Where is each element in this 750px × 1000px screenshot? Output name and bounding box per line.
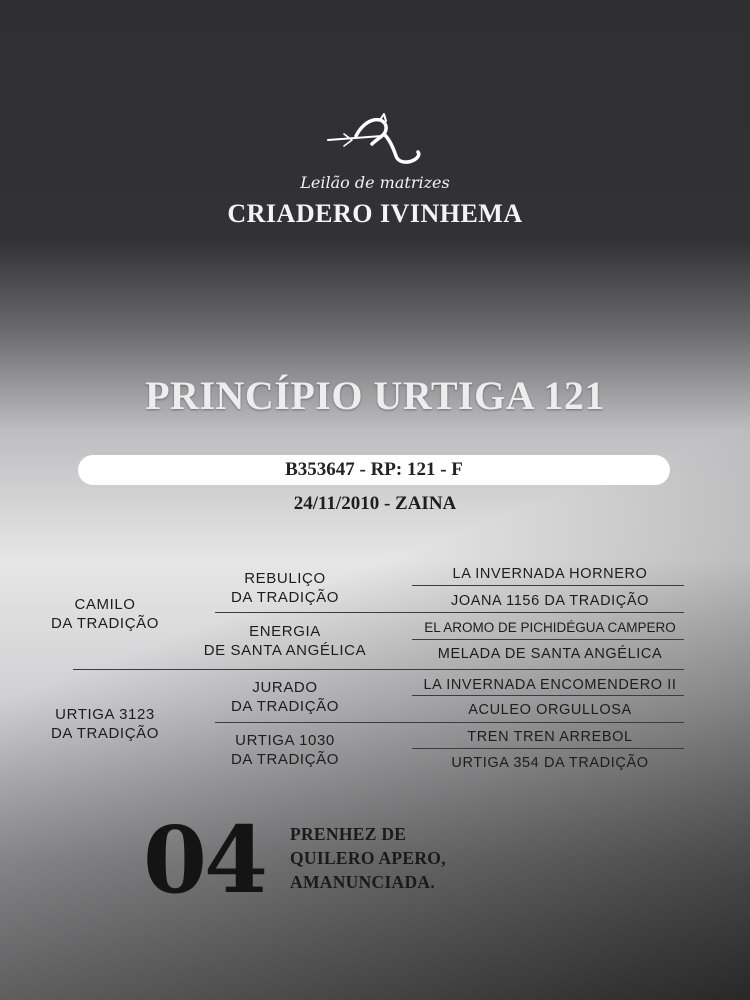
- pedigree-maternal-granddam-line2: DA TRADIÇÃO: [230, 751, 339, 768]
- pedigree-ggd-1: JOANA 1156 DA TRADIÇÃO: [450, 593, 649, 609]
- pedigree-sire: [30, 595, 180, 633]
- pedigree-maternal-granddam-line1: URTIGA 1030: [235, 732, 335, 749]
- horse-head-logo-icon: [322, 110, 426, 170]
- pedigree-ggs-1: LA INVERNADA HORNERO: [452, 566, 648, 582]
- pedigree-paternal-granddam-line1: ENERGIA: [249, 623, 321, 640]
- pedigree-maternal-grandsire-line2: DA TRADIÇÃO: [230, 698, 339, 715]
- pedigree-paternal-granddam-line2: DE SANTA ANGÉLICA: [203, 642, 367, 659]
- pedigree-maternal-grandsire-line1: JURADO: [252, 679, 318, 696]
- pedigree-divider: [215, 722, 684, 723]
- pedigree-paternal-grandsire-line1: REBULIÇO: [244, 570, 326, 587]
- registration-bar: [78, 455, 670, 485]
- pregnancy-line-3: AMANUNCIADA.: [290, 872, 436, 892]
- pregnancy-line-1: PRENHEZ DE: [290, 824, 407, 844]
- pedigree-paternal-grandsire: [180, 569, 390, 607]
- pedigree-divider: [73, 669, 684, 670]
- pedigree-sire-line1: CAMILO: [74, 596, 136, 613]
- pedigree-ggs-2: EL AROMO DE PICHIDÉGUA CAMPERO: [424, 620, 676, 635]
- pedigree-divider: [412, 585, 684, 586]
- breeder-name: CRIADERO IVINHEMA: [227, 199, 523, 228]
- pedigree-ggd-4: URTIGA 354 DA TRADIÇÃO: [451, 755, 649, 771]
- pedigree-divider: [215, 612, 684, 613]
- pedigree-maternal-granddam: [180, 731, 390, 769]
- auction-subtitle: Leilão de matrizes: [300, 173, 450, 192]
- pedigree-ggs-3: LA INVERNADA ENCOMENDERO II: [423, 677, 677, 693]
- pedigree-divider: [412, 639, 684, 640]
- pedigree-paternal-grandsire-line2: DA TRADIÇÃO: [230, 589, 339, 606]
- pedigree-ggd-2: MELADA DE SANTA ANGÉLICA: [437, 646, 663, 662]
- pedigree-sire-line2: DA TRADIÇÃO: [50, 615, 159, 632]
- pedigree-divider: [412, 748, 684, 749]
- pedigree-dam-line1: URTIGA 3123: [55, 706, 155, 723]
- pedigree-paternal-granddam: [180, 622, 390, 660]
- birth-date-color: 24/11/2010 - ZAINA: [293, 493, 457, 514]
- pedigree-ggs-4: TREN TREN ARREBOL: [467, 729, 633, 745]
- pedigree-dam-line2: DA TRADIÇÃO: [50, 725, 159, 742]
- pedigree-maternal-grandsire: [180, 678, 390, 716]
- horse-name: PRINCÍPIO URTIGA 121: [145, 373, 605, 418]
- pedigree-dam: [30, 705, 180, 743]
- pregnancy-line-2: QUILERO APERO,: [290, 848, 446, 868]
- lot-number: 04: [143, 806, 266, 914]
- pedigree-divider: [412, 695, 684, 696]
- pedigree-ggd-3: ACULEO ORGULLOSA: [468, 702, 632, 718]
- registration-text: B353647 - RP: 121 - F: [285, 459, 463, 480]
